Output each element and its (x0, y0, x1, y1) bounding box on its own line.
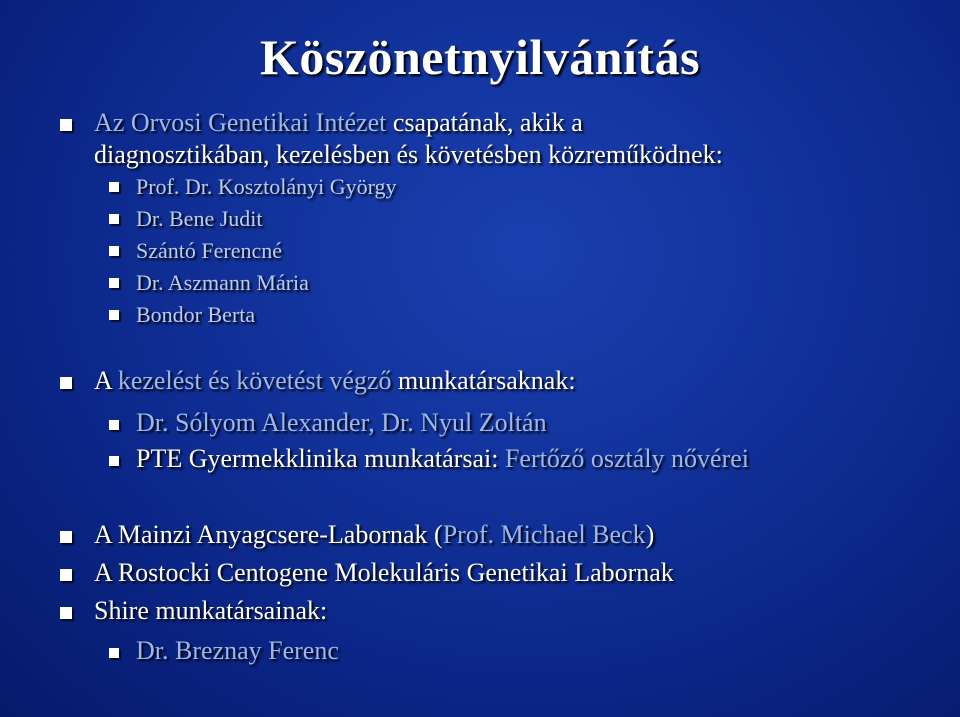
mainz-suffix: ) (645, 520, 655, 549)
intro-line-2: diagnosztikában, kezelésben és követésben közreműködnek: (94, 140, 723, 169)
bullet-square-icon (60, 377, 72, 389)
bullet-square-icon (109, 648, 119, 658)
bullet-square-icon (60, 607, 72, 619)
person-item: Bondor Berta (136, 302, 256, 327)
mainz-highlight: Prof. Michael Beck (442, 520, 646, 549)
bullet-square-icon (109, 214, 119, 224)
intro-rest: csapatának, akik a (386, 108, 583, 137)
treatment-intro (94, 366, 576, 396)
intro-line-1 (94, 108, 583, 138)
clinic-highlight: Fertőző osztály nővérei (504, 444, 749, 473)
rostock-line: A Rostocki Centogene Molekuláris Genetikai Labornak (94, 558, 674, 587)
bullet-square-icon (109, 420, 119, 430)
treatment-rest: munkatársaknak: (391, 366, 576, 395)
clinic-line (136, 444, 749, 474)
bullet-square-icon (109, 246, 119, 256)
bullet-square-icon (109, 278, 119, 288)
slide-title: Köszönetnyilvánítás (259, 29, 701, 85)
shire-line: Shire munkatársainak: (94, 596, 328, 625)
person-item: Prof. Dr. Kosztolányi György (136, 174, 397, 199)
treatment-prefix: A (94, 366, 118, 395)
bullet-square-icon (109, 310, 119, 320)
bullet-square-icon (60, 531, 72, 543)
bullet-square-icon (60, 119, 72, 131)
mainz-line (94, 520, 654, 550)
bullet-square-icon (60, 569, 72, 581)
mainz-prefix: A Mainzi Anyagcsere-Labornak ( (94, 520, 443, 549)
bullet-square-icon (109, 456, 119, 466)
bullet-square-icon (109, 182, 119, 192)
person-item: Dr. Bene Judit (136, 206, 263, 231)
person-item: Szántó Ferencné (136, 238, 282, 263)
person-item: Dr. Aszmann Mária (136, 270, 309, 295)
doctors-line: Dr. Sólyom Alexander, Dr. Nyul Zoltán (136, 408, 547, 437)
shire-person: Dr. Breznay Ferenc (136, 636, 339, 665)
treatment-highlight: kezelést és követést végző (117, 366, 392, 395)
clinic-prefix: PTE Gyermekklinika munkatársai: (136, 444, 505, 473)
institute-name: Az Orvosi Genetikai Intézet (94, 108, 387, 137)
